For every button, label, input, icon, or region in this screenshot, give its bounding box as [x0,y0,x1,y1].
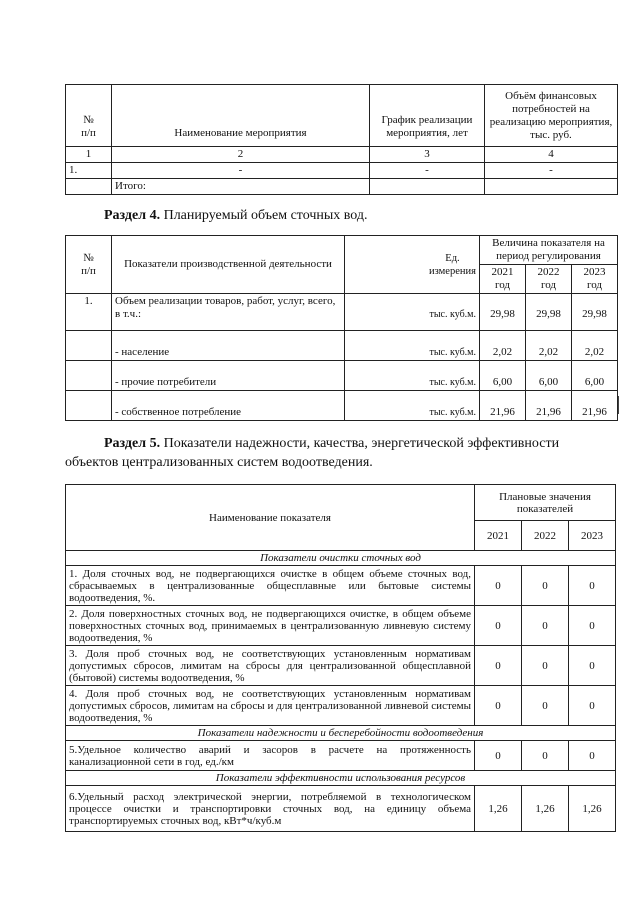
t2-year-2022: 2022 год [526,265,572,294]
t2-row1-name: Объем реализации товаров, работ, услуг, всего, в т.ч.: [112,294,345,331]
t1-header-schedule: График реализации мероприятия, лет [370,85,485,147]
t2-row3-name: - прочие потребители [112,361,345,391]
t3-row5-v2021: 0 [475,741,522,771]
t3-row6-v2022: 1,26 [522,786,569,832]
t1-row-schedule: - [370,163,485,179]
t1-header-finance: Объём финансовых потребностей на реализацию мероприятия, тыс. руб. [485,85,618,147]
t3-row1-v2023: 0 [569,566,616,606]
section5-prefix: Раздел 5. [104,436,161,451]
t2-row3-unit: тыс. куб.м. [345,361,480,391]
t2-row1-v2021: 29,98 [480,294,526,331]
t3-row4-v2023: 0 [569,686,616,726]
t3-row2-name: 2. Доля поверхностных сточных вод, не подвергающихся очистке, в общем объеме поверхностных сточных вод, принимаемых в централизованную ливневую систему водоотведения, % [66,606,475,646]
t2-row3-v2021: 6,00 [480,361,526,391]
t3-row2-v2023: 0 [569,606,616,646]
t2-row3-v2023: 6,00 [572,361,618,391]
t1-header-name: Наименование мероприятия [112,85,370,147]
t2-row2-name: - население [112,331,345,361]
t2-year-2021: 2021 год [480,265,526,294]
t3-year-2023: 2023 [569,521,616,551]
activities-table [65,84,618,195]
section5-title: Показатели надежности, качества, энергетической эффективности объектов централизованных систем водоотведения. [65,436,560,470]
t3-row5-name: 5.Удельное количество аварий и засоров в расчете на протяженность канализационной сети в год, ед./км [66,741,475,771]
t3-row5-v2022: 0 [522,741,569,771]
t2-row4-v2022: 21,96 [526,391,572,421]
t1-index-1: 1 [66,147,112,163]
t3-row2-v2021: 0 [475,606,522,646]
t1-index-2: 2 [112,147,370,163]
t3-row5-v2023: 0 [569,741,616,771]
section4-prefix: Раздел 4. [104,208,161,223]
t2-row2-v2023: 2,02 [572,331,618,361]
t2-row4-v2023: 21,96 [572,391,618,421]
t1-row-name: - [112,163,370,179]
t3-subheader-efficiency: Показатели эффективности использования ресурсов [66,771,616,786]
t2-row4-unit: тыс. куб.м. [345,391,480,421]
t2-row4-name: - собственное потребление [112,391,345,421]
t2-row1-unit: тыс. куб.м. [345,294,480,331]
t3-year-2022: 2022 [522,521,569,551]
t2-row3-v2022: 6,00 [526,361,572,391]
t3-row6-v2021: 1,26 [475,786,522,832]
t2-header-name: Показатели производственной деятельности [112,236,345,294]
t1-header-num: № п/п [66,85,112,147]
section4-heading [104,206,368,225]
section5-heading [65,434,610,472]
t3-row4-v2022: 0 [522,686,569,726]
t1-row-finance: - [485,163,618,179]
wastewater-volume-table [65,235,618,421]
t3-row6-v2023: 1,26 [569,786,616,832]
section4-title: Планируемый объем сточных вод. [163,208,368,223]
t3-row3-v2022: 0 [522,646,569,686]
margin-mark [618,396,619,414]
t3-row6-name: 6.Удельный расход электрической энергии, потребляемой в технологическом процессе очистки и транспортировки сточных вод, на единицу объема транспортируемых сточных вод, кВт*ч/куб.м [66,786,475,832]
t3-row4-name: 4. Доля проб сточных вод, не соответствующих установленным нормативам допустимых сбросов, лимитам на сбросы и для централизованной ливневой системы водоотведения, % [66,686,475,726]
t3-row1-v2022: 0 [522,566,569,606]
t2-row1-v2022: 29,98 [526,294,572,331]
t1-total-label: Итого: [112,179,370,195]
t3-row2-v2022: 0 [522,606,569,646]
t2-header-num: № п/п [66,236,112,294]
t3-year-2021: 2021 [475,521,522,551]
t2-row1-v2023: 29,98 [572,294,618,331]
t2-row1-num: 1. [66,294,112,331]
t1-row-num: 1. [66,163,112,179]
t3-row1-name: 1. Доля сточных вод, не подвергающихся очистке в общем объеме сточных вод, сбрасываемых в централизованные общесплавные или бытовые системы водоотведения, %. [66,566,475,606]
t3-subheader-reliability: Показатели надежности и бесперебойности водоотведения [66,726,616,741]
t3-header-name: Наименование показателя [66,485,475,551]
t3-row3-name: 3. Доля проб сточных вод, не соответствующих установленным нормативам допустимых сбросов, лимитам на сбросы для централизованной общесплавной (бытовой) системы водоотведения, % [66,646,475,686]
t2-header-group: Величина показателя на период регулирования [480,236,618,265]
t3-subheader-cleaning: Показатели очистки сточных вод [66,551,616,566]
t2-row4-v2021: 21,96 [480,391,526,421]
reliability-indicators-table [65,484,616,832]
t3-header-group: Плановые значения показателей [475,485,616,521]
t3-row3-v2021: 0 [475,646,522,686]
t2-row2-unit: тыс. куб.м. [345,331,480,361]
t1-index-3: 3 [370,147,485,163]
t2-row2-v2021: 2,02 [480,331,526,361]
t2-year-2023: 2023 год [572,265,618,294]
t1-index-4: 4 [485,147,618,163]
t2-row2-v2022: 2,02 [526,331,572,361]
t3-row4-v2021: 0 [475,686,522,726]
t3-row3-v2023: 0 [569,646,616,686]
t3-row1-v2021: 0 [475,566,522,606]
t2-header-unit: Ед. измерения [345,236,480,294]
